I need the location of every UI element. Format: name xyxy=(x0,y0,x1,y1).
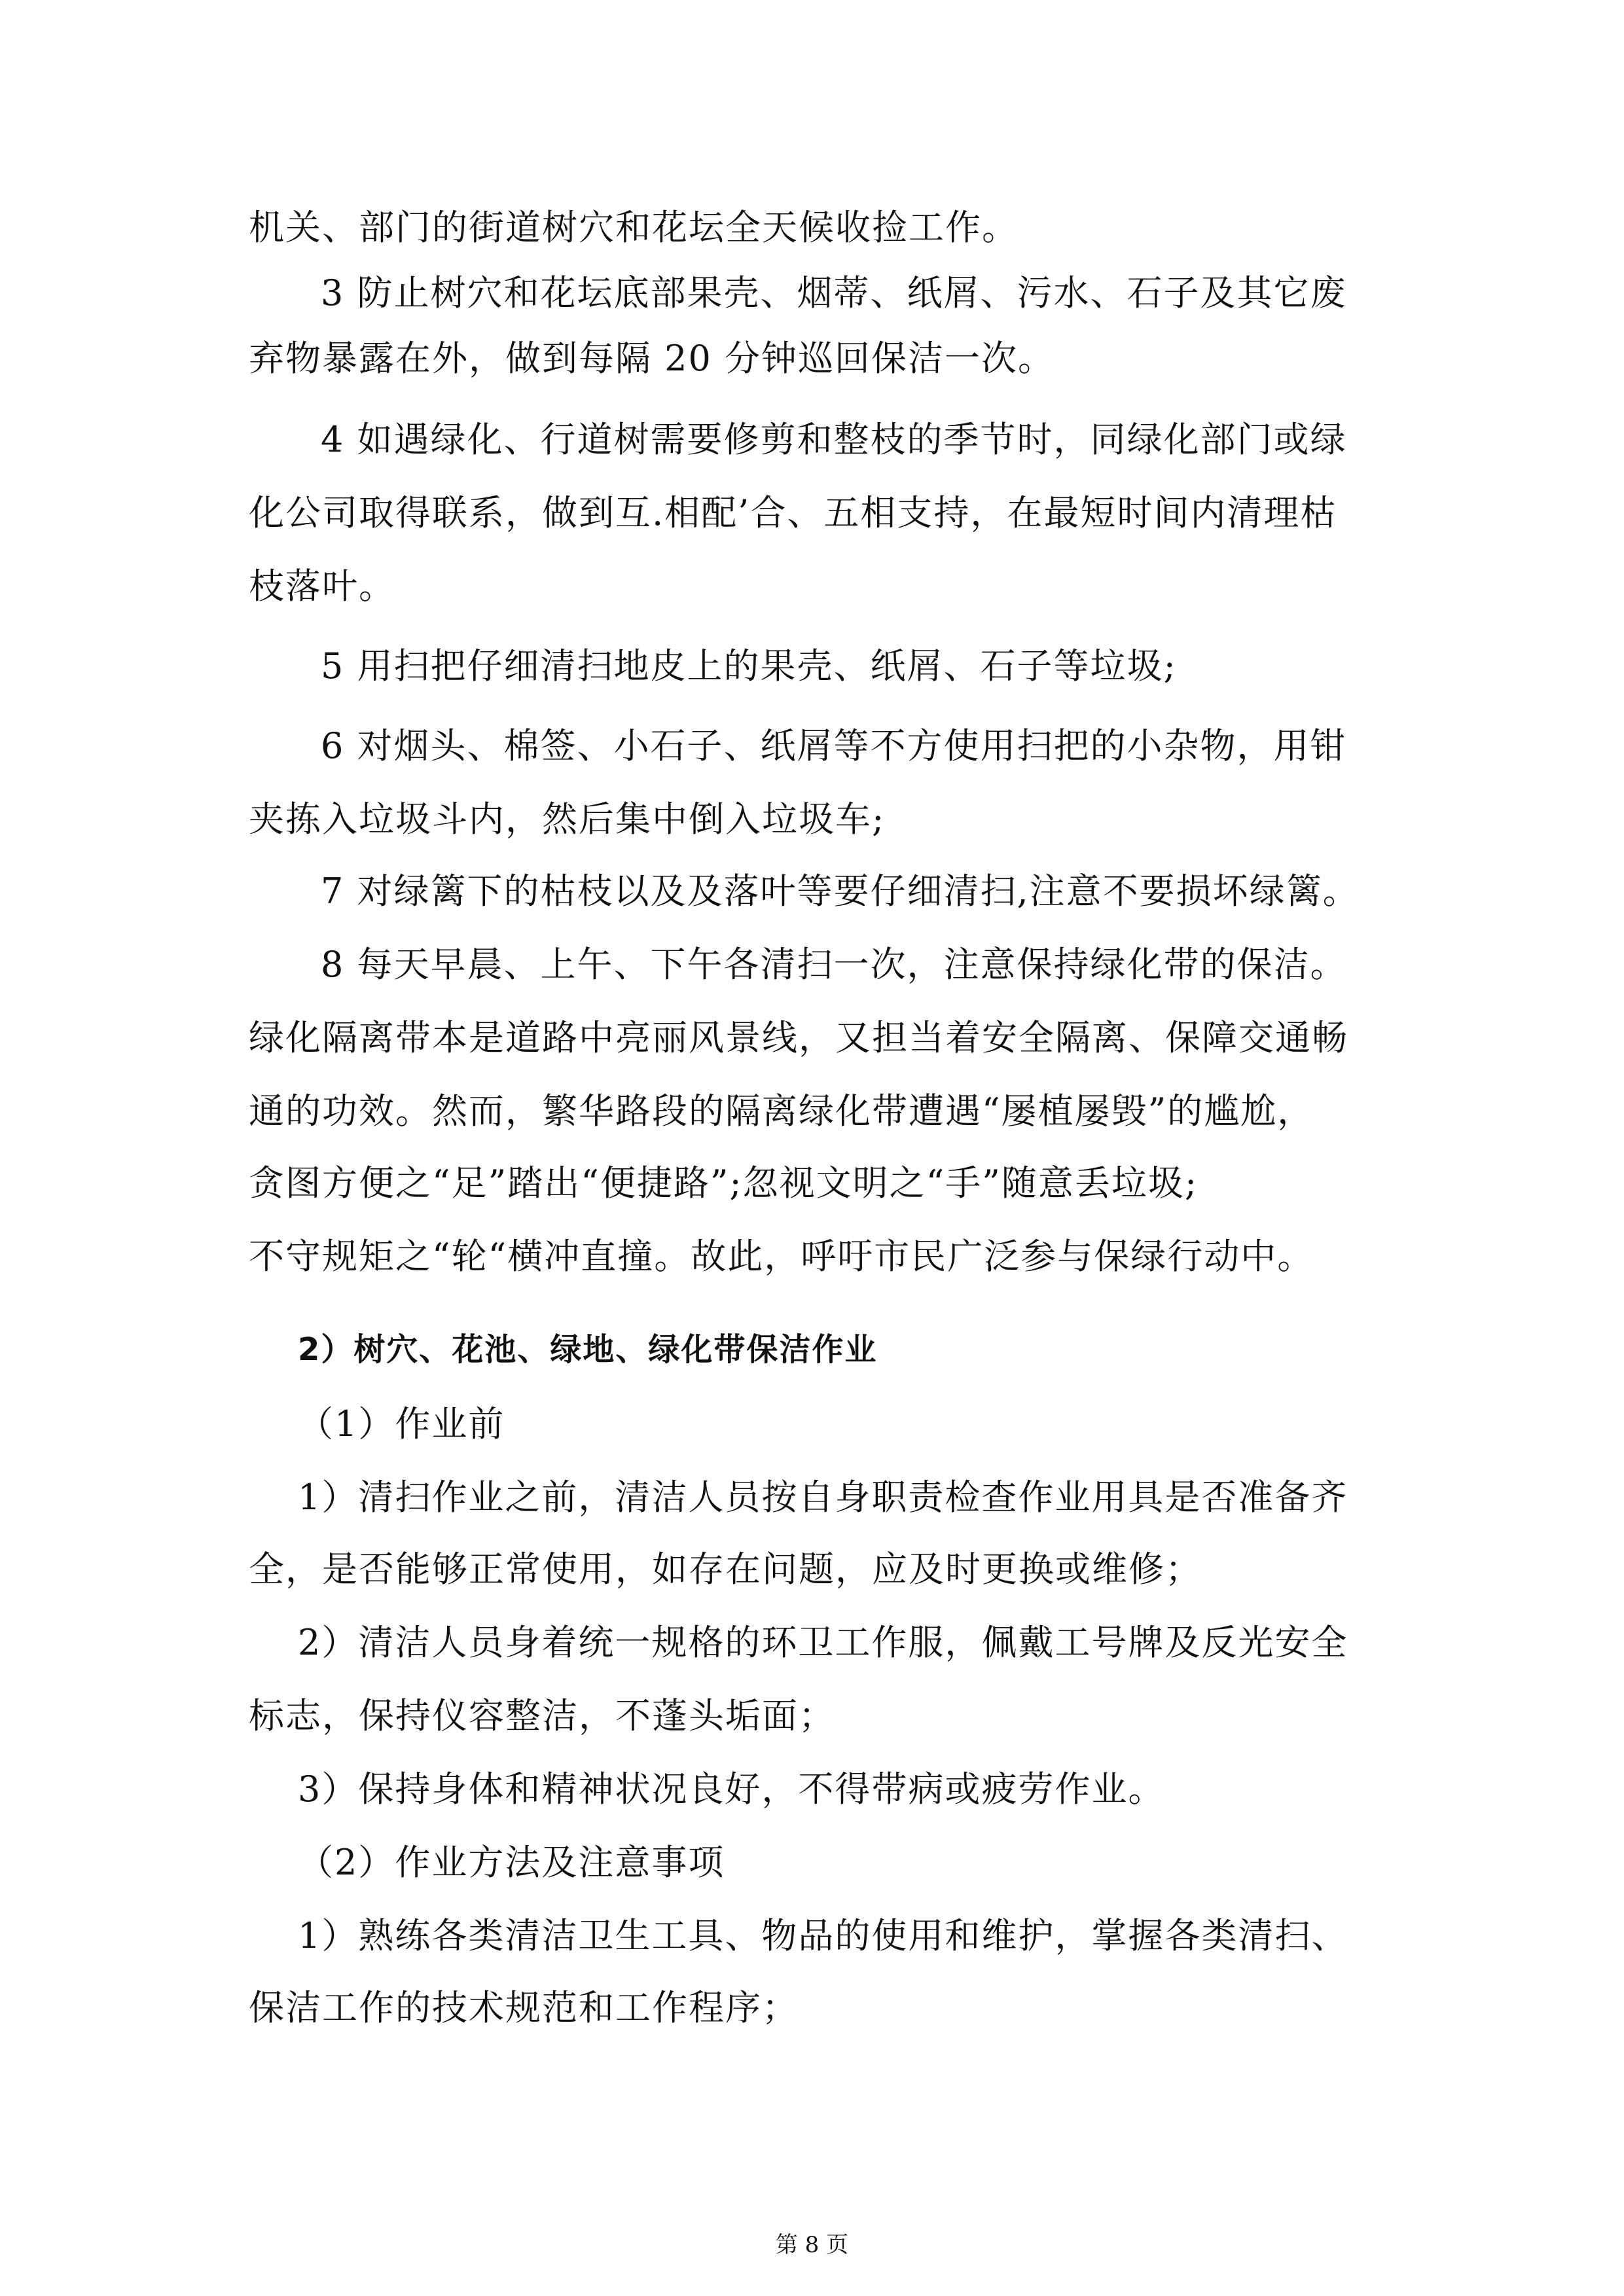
text-line: （2）作业方法及注意事项 xyxy=(298,1842,725,1883)
text-line: 标志，保持仪容整洁，不蓬头垢面； xyxy=(249,1695,835,1736)
text-line: 1）清扫作业之前，清洁人员按自身职责检查作业用具是否准备齐 xyxy=(298,1477,1348,1518)
text-line: 机关、部门的街道树穴和花坛全天候收捡工作。 xyxy=(249,207,1019,248)
text-line: 全，是否能够正常使用，如存在问题，应及时更换或维修； xyxy=(249,1549,1202,1590)
text-line: 不守规矩之“轮“横冲直撞。故此，呼吁市民广泛参与保绿行动中。 xyxy=(249,1236,1314,1277)
text-line: （1）作业前 xyxy=(298,1403,505,1444)
text-line: 1）熟练各类清洁卫生工具、物品的使用和维护，掌握各类清扫、 xyxy=(298,1915,1348,1956)
text-line: 2）清洁人员身着统一规格的环卫工作服，佩戴工号牌及反光安全 xyxy=(298,1622,1348,1663)
text-line: 弃物暴露在外，做到每隔 20 分钟巡回保洁一次。 xyxy=(249,338,1055,379)
text-line: 保洁工作的技术规范和工作程序； xyxy=(249,1987,799,2028)
text-line: 3 防止树穴和花坛底部果壳、烟蒂、纸屑、污水、石子及其它废 xyxy=(321,272,1347,314)
text-line: 夹拣入垃圾斗内，然后集中倒入垃圾车; xyxy=(249,798,886,840)
text-line: 5 用扫把仔细清扫地皮上的果壳、纸屑、石子等垃圾; xyxy=(321,645,1177,687)
text-line: 7 对绿篱下的枯枝以及及落叶等要仔细清扫,注意不要损坏绿篱。 xyxy=(321,870,1360,912)
text-line: 贪图方便之“足”踏出“便捷路”;忽视文明之“手”随意丢垃圾; xyxy=(249,1162,1199,1204)
text-line: 3）保持身体和精神状况良好，不得带病或疲劳作业。 xyxy=(298,1768,1165,1810)
page-number: 第 8 页 xyxy=(775,2232,849,2258)
text-line: 化公司取得联系，做到互.相配’合、五相支持，在最短时间内清理枯 xyxy=(249,492,1337,533)
text-line: 8 每天早晨、上午、下午各清扫一次，注意保持绿化带的保洁。 xyxy=(321,944,1347,985)
section-heading: 2）树穴、花池、绿地、绿化带保洁作业 xyxy=(298,1331,878,1368)
text-line: 4 如遇绿化、行道树需要修剪和整枝的季节时，同绿化部门或绿 xyxy=(321,419,1347,460)
text-line: 6 对烟头、棉签、小石子、纸屑等不方使用扫把的小杂物，用钳 xyxy=(321,725,1347,766)
text-line: 枝落叶。 xyxy=(249,565,395,607)
text-line: 绿化隔离带本是道路中亮丽风景线，又担当着安全隔离、保障交通畅 xyxy=(249,1017,1348,1058)
text-line: 通的功效。然而，繁华路段的隔离绿化带遭遇“屡植屡毁”的尴尬， xyxy=(249,1090,1314,1132)
